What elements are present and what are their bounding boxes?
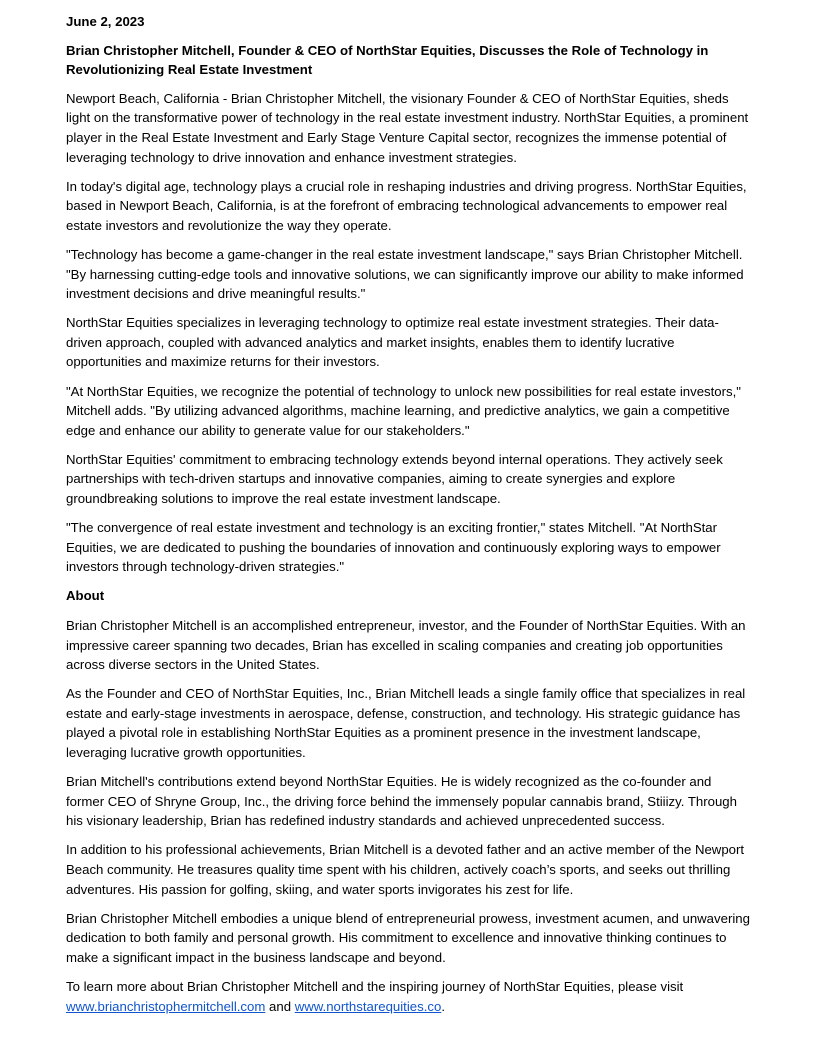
- closing-paragraph: [66, 977, 750, 1016]
- release-date: June 2, 2023: [66, 14, 145, 29]
- body-paragraph: NorthStar Equities specializes in leveraging technology to optimize real estate investment strategies. Their data-driven approach, coupled with advanced analytics and market insights, enables them to identify lucrative opportunities and maximize returns for their investors.: [66, 315, 719, 370]
- about-paragraph: Brian Christopher Mitchell embodies a unique blend of entrepreneurial prowess, investment acumen, and unwavering dedication to both family and personal growth. His commitment to excellence and innovative thinking continues to make a significant impact in the business landscape and beyond.: [66, 910, 750, 965]
- closing-joiner: and: [265, 998, 295, 1014]
- about-paragraph: Brian Mitchell's contributions extend beyond NorthStar Equities. He is widely recognized as the co-founder and former CEO of Shryne Group, Inc., the driving force behind the immensely popular cannabis brand, Stiiizy. Through his visionary leadership, Brian has redefined industry standards and achieved unprecedented success.: [66, 774, 737, 829]
- body-paragraph: NorthStar Equities' commitment to embracing technology extends beyond internal operations. They actively seek partnerships with tech-driven startups and innovative companies, aiming to create synergies and explore groundbreaking solutions to improve the real estate investment landscape.: [66, 451, 723, 506]
- about-paragraph: Brian Christopher Mitchell is an accomplished entrepreneur, investor, and the Founder of NorthStar Equities. With an impressive career spanning two decades, Brian has excelled in scaling companies and creating job opportunities across diverse sectors in the United States.: [66, 617, 746, 673]
- body-paragraph: "The convergence of real estate investment and technology is an exciting frontier," states Mitchell. "At NorthStar Equities, we are dedicated to pushing the boundaries of innovation and continuously exploring ways to empower investors through technology-driven strategies.": [66, 520, 721, 575]
- website-link-brianchristophermitchell[interactable]: www.brianchristophermitchell.com: [66, 998, 266, 1014]
- about-paragraph: In addition to his professional achievements, Brian Mitchell is a devoted father and an active member of the Newport Beach community. He treasures quality time spent with his children, actively coach’s sports, and seeks out thrilling adventures. His passion for golfing, skiing, and water sports invigorates his zest for life.: [66, 842, 745, 897]
- headline: Brian Christopher Mitchell, Founder & CEO of NorthStar Equities, Discusses the Role of Technology in Revolutionizing Real Estate Investment: [66, 42, 709, 78]
- press-release-page: [66, 12, 750, 1026]
- about-paragraph: As the Founder and CEO of NorthStar Equities, Inc., Brian Mitchell leads a single family office that specializes in real estate and early-stage investments in aerospace, defense, construction, and technology. His strategic guidance has played a pivotal role in establishing NorthStar Equities as a prominent presence in the investment landscape, leveraging lucrative growth opportunities.: [66, 686, 746, 760]
- closing-text: To learn more about Brian Christopher Mitchell and the inspiring journey of NorthStar Equities, please visit: [66, 978, 684, 994]
- body-paragraph: "Technology has become a game-changer in the real estate investment landscape," says Brian Christopher Mitchell. "By harnessing cutting-edge tools and innovative solutions, we can significantly improve our ability to make informed investment decisions and drive meaningful results.": [66, 246, 744, 302]
- about-heading: About: [66, 588, 105, 604]
- website-link-northstarequities[interactable]: www.northstarequities.co: [294, 998, 442, 1014]
- body-paragraph: Newport Beach, California - Brian Christopher Mitchell, the visionary Founder & CEO of NorthStar Equities, sheds light on the transformative power of technology in the real estate investment industry. NorthStar Equities, a prominent player in the Real Estate Investment and Early Stage Venture Capital sector, recognizes the immense potential of leveraging technology to drive innovation and enhance investment strategies.: [66, 90, 749, 165]
- body-paragraph: In today's digital age, technology plays a crucial role in reshaping industries and driving progress. NorthStar Equities, based in Newport Beach, California, is at the forefront of embracing technological advancements to empower real estate investors and revolutionize the way they operate.: [66, 178, 747, 233]
- body-paragraph: "At NorthStar Equities, we recognize the potential of technology to unlock new possibilities for real estate investors," Mitchell adds. "By utilizing advanced algorithms, machine learning, and predictive analytics, we gain a competitive edge and enhance our ability to generate value for our stakeholders.": [66, 383, 741, 438]
- closing-period: .: [441, 998, 445, 1014]
